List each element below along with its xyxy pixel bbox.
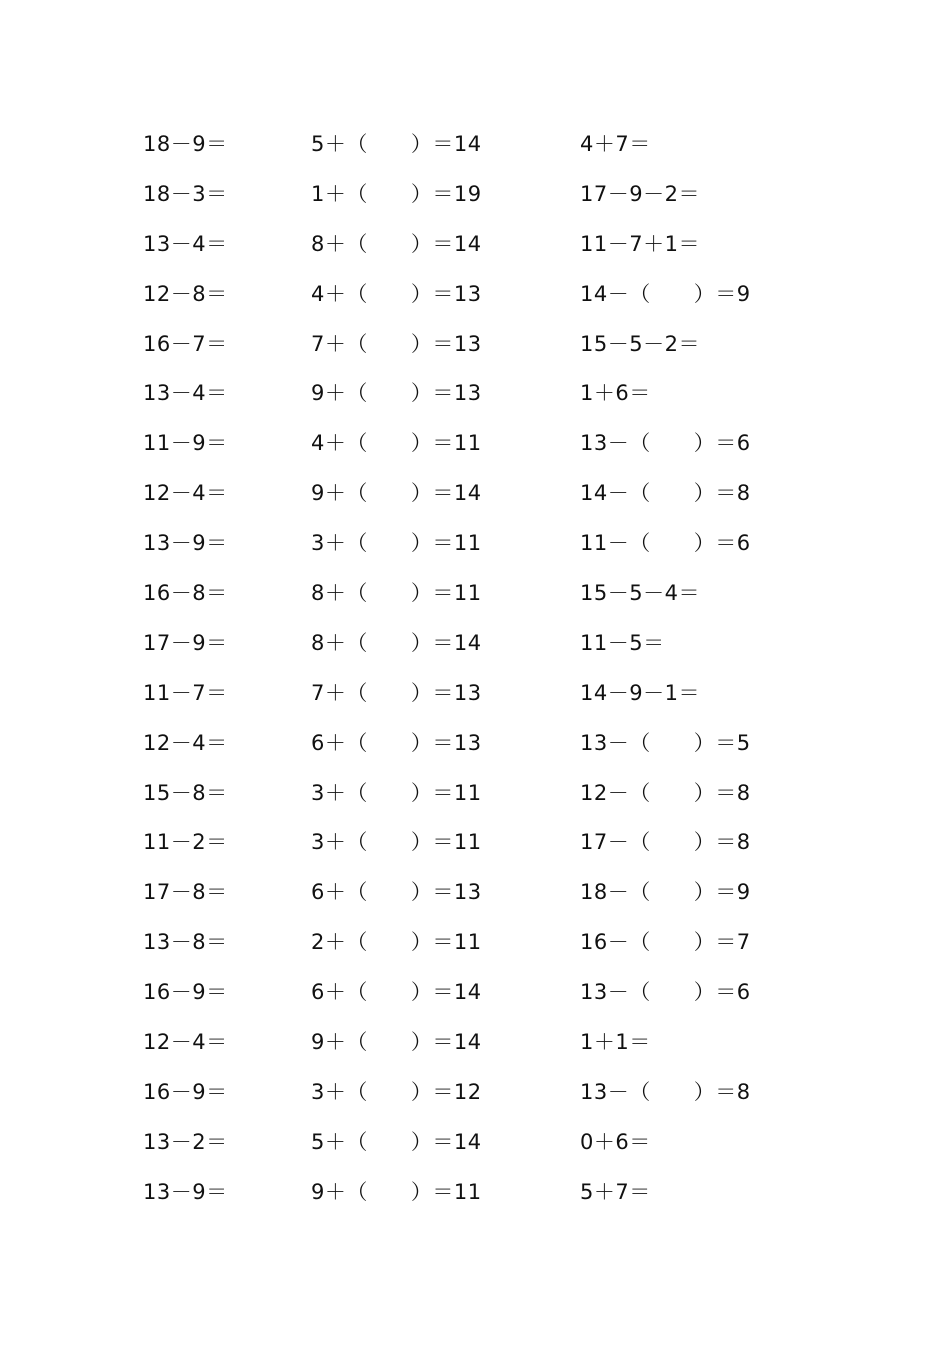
arithmetic-problem: 4＋7＝ [580, 132, 651, 156]
arithmetic-problem: 16－（ ）＝7 [580, 930, 751, 955]
arithmetic-problem: 8＋（ ）＝14 [311, 630, 482, 655]
arithmetic-problem: 14－（ ）＝9 [580, 281, 751, 306]
arithmetic-problem: 9＋（ ）＝14 [311, 1030, 482, 1055]
arithmetic-problem: 5＋7＝ [580, 1179, 651, 1204]
problem-row [143, 429, 843, 479]
problem-row [143, 479, 843, 529]
problem-row [143, 978, 843, 1028]
problem-row [143, 1028, 843, 1078]
arithmetic-problem: 6＋（ ）＝13 [311, 730, 482, 755]
arithmetic-problem: 4＋（ ）＝13 [311, 281, 482, 306]
arithmetic-problem: 16－7＝ [143, 331, 228, 356]
arithmetic-problem: 9＋（ ）＝13 [311, 381, 482, 406]
arithmetic-problem: 11－9＝ [143, 431, 228, 456]
arithmetic-problem: 12－4＝ [143, 481, 228, 506]
arithmetic-problem: 3＋（ ）＝12 [311, 1079, 482, 1104]
arithmetic-problem: 18－（ ）＝9 [580, 880, 751, 905]
arithmetic-problem: 9＋（ ）＝11 [311, 1179, 482, 1204]
arithmetic-problem: 17－9＝ [143, 630, 228, 655]
arithmetic-problem: 11－（ ）＝6 [580, 531, 751, 556]
arithmetic-problem: 18－9＝ [143, 132, 228, 156]
arithmetic-problem: 9＋（ ）＝14 [311, 481, 482, 506]
problem-row [143, 180, 843, 230]
arithmetic-problem: 15－5－4＝ [580, 581, 700, 606]
problem-row [143, 629, 843, 679]
arithmetic-problem: 1＋1＝ [580, 1030, 651, 1055]
arithmetic-problem: 16－9＝ [143, 980, 228, 1005]
arithmetic-problem: 12－4＝ [143, 730, 228, 755]
arithmetic-problem: 13－8＝ [143, 930, 228, 955]
arithmetic-problem: 11－2＝ [143, 830, 228, 855]
arithmetic-problem: 3＋（ ）＝11 [311, 830, 482, 855]
arithmetic-problem: 13－9＝ [143, 1179, 228, 1204]
problem-row [143, 230, 843, 280]
arithmetic-problem: 5＋（ ）＝14 [311, 132, 482, 156]
arithmetic-problem: 6＋（ ）＝14 [311, 980, 482, 1005]
arithmetic-problem: 13－（ ）＝6 [580, 431, 751, 456]
arithmetic-problem-grid [143, 130, 843, 1228]
arithmetic-problem: 1＋6＝ [580, 381, 651, 406]
arithmetic-problem: 13－4＝ [143, 381, 228, 406]
arithmetic-problem: 18－3＝ [143, 181, 228, 206]
arithmetic-problem: 1＋（ ）＝19 [311, 181, 482, 206]
arithmetic-problem: 14－（ ）＝8 [580, 481, 751, 506]
arithmetic-problem: 8＋（ ）＝11 [311, 581, 482, 606]
problem-row [143, 928, 843, 978]
arithmetic-problem: 13－9＝ [143, 531, 228, 556]
arithmetic-problem: 2＋（ ）＝11 [311, 930, 482, 955]
problem-row [143, 828, 843, 878]
arithmetic-problem: 13－（ ）＝8 [580, 1079, 751, 1104]
arithmetic-problem: 3＋（ ）＝11 [311, 531, 482, 556]
problem-row [143, 579, 843, 629]
problem-row [143, 729, 843, 779]
problem-row [143, 878, 843, 928]
arithmetic-problem: 12－8＝ [143, 281, 228, 306]
problem-row [143, 1128, 843, 1178]
arithmetic-problem: 15－8＝ [143, 780, 228, 805]
problem-row [143, 679, 843, 729]
problem-row [143, 379, 843, 429]
arithmetic-problem: 5＋（ ）＝14 [311, 1129, 482, 1154]
problem-row [143, 1178, 843, 1228]
arithmetic-problem: 7＋（ ）＝13 [311, 680, 482, 705]
arithmetic-problem: 14－9－1＝ [580, 680, 700, 705]
arithmetic-problem: 12－（ ）＝8 [580, 780, 751, 805]
arithmetic-problem: 15－5－2＝ [580, 331, 700, 356]
arithmetic-problem: 11－5＝ [580, 630, 665, 655]
arithmetic-problem: 16－8＝ [143, 581, 228, 606]
arithmetic-problem: 17－（ ）＝8 [580, 830, 751, 855]
arithmetic-problem: 12－4＝ [143, 1030, 228, 1055]
arithmetic-problem: 13－（ ）＝5 [580, 730, 751, 755]
arithmetic-problem: 3＋（ ）＝11 [311, 780, 482, 805]
arithmetic-problem: 0＋6＝ [580, 1129, 651, 1154]
arithmetic-problem: 11－7＝ [143, 680, 228, 705]
problem-row [143, 130, 843, 180]
arithmetic-problem: 11－7＋1＝ [580, 231, 700, 256]
arithmetic-problem: 13－4＝ [143, 231, 228, 256]
arithmetic-problem: 7＋（ ）＝13 [311, 331, 482, 356]
arithmetic-problem: 6＋（ ）＝13 [311, 880, 482, 905]
problem-row [143, 1078, 843, 1128]
arithmetic-problem: 4＋（ ）＝11 [311, 431, 482, 456]
arithmetic-problem: 16－9＝ [143, 1079, 228, 1104]
problem-row [143, 779, 843, 829]
arithmetic-problem: 8＋（ ）＝14 [311, 231, 482, 256]
problem-row [143, 280, 843, 330]
problem-row [143, 330, 843, 380]
arithmetic-problem: 13－2＝ [143, 1129, 228, 1154]
arithmetic-problem: 13－（ ）＝6 [580, 980, 751, 1005]
problem-row [143, 529, 843, 579]
arithmetic-problem: 17－9－2＝ [580, 181, 700, 206]
arithmetic-problem: 17－8＝ [143, 880, 228, 905]
